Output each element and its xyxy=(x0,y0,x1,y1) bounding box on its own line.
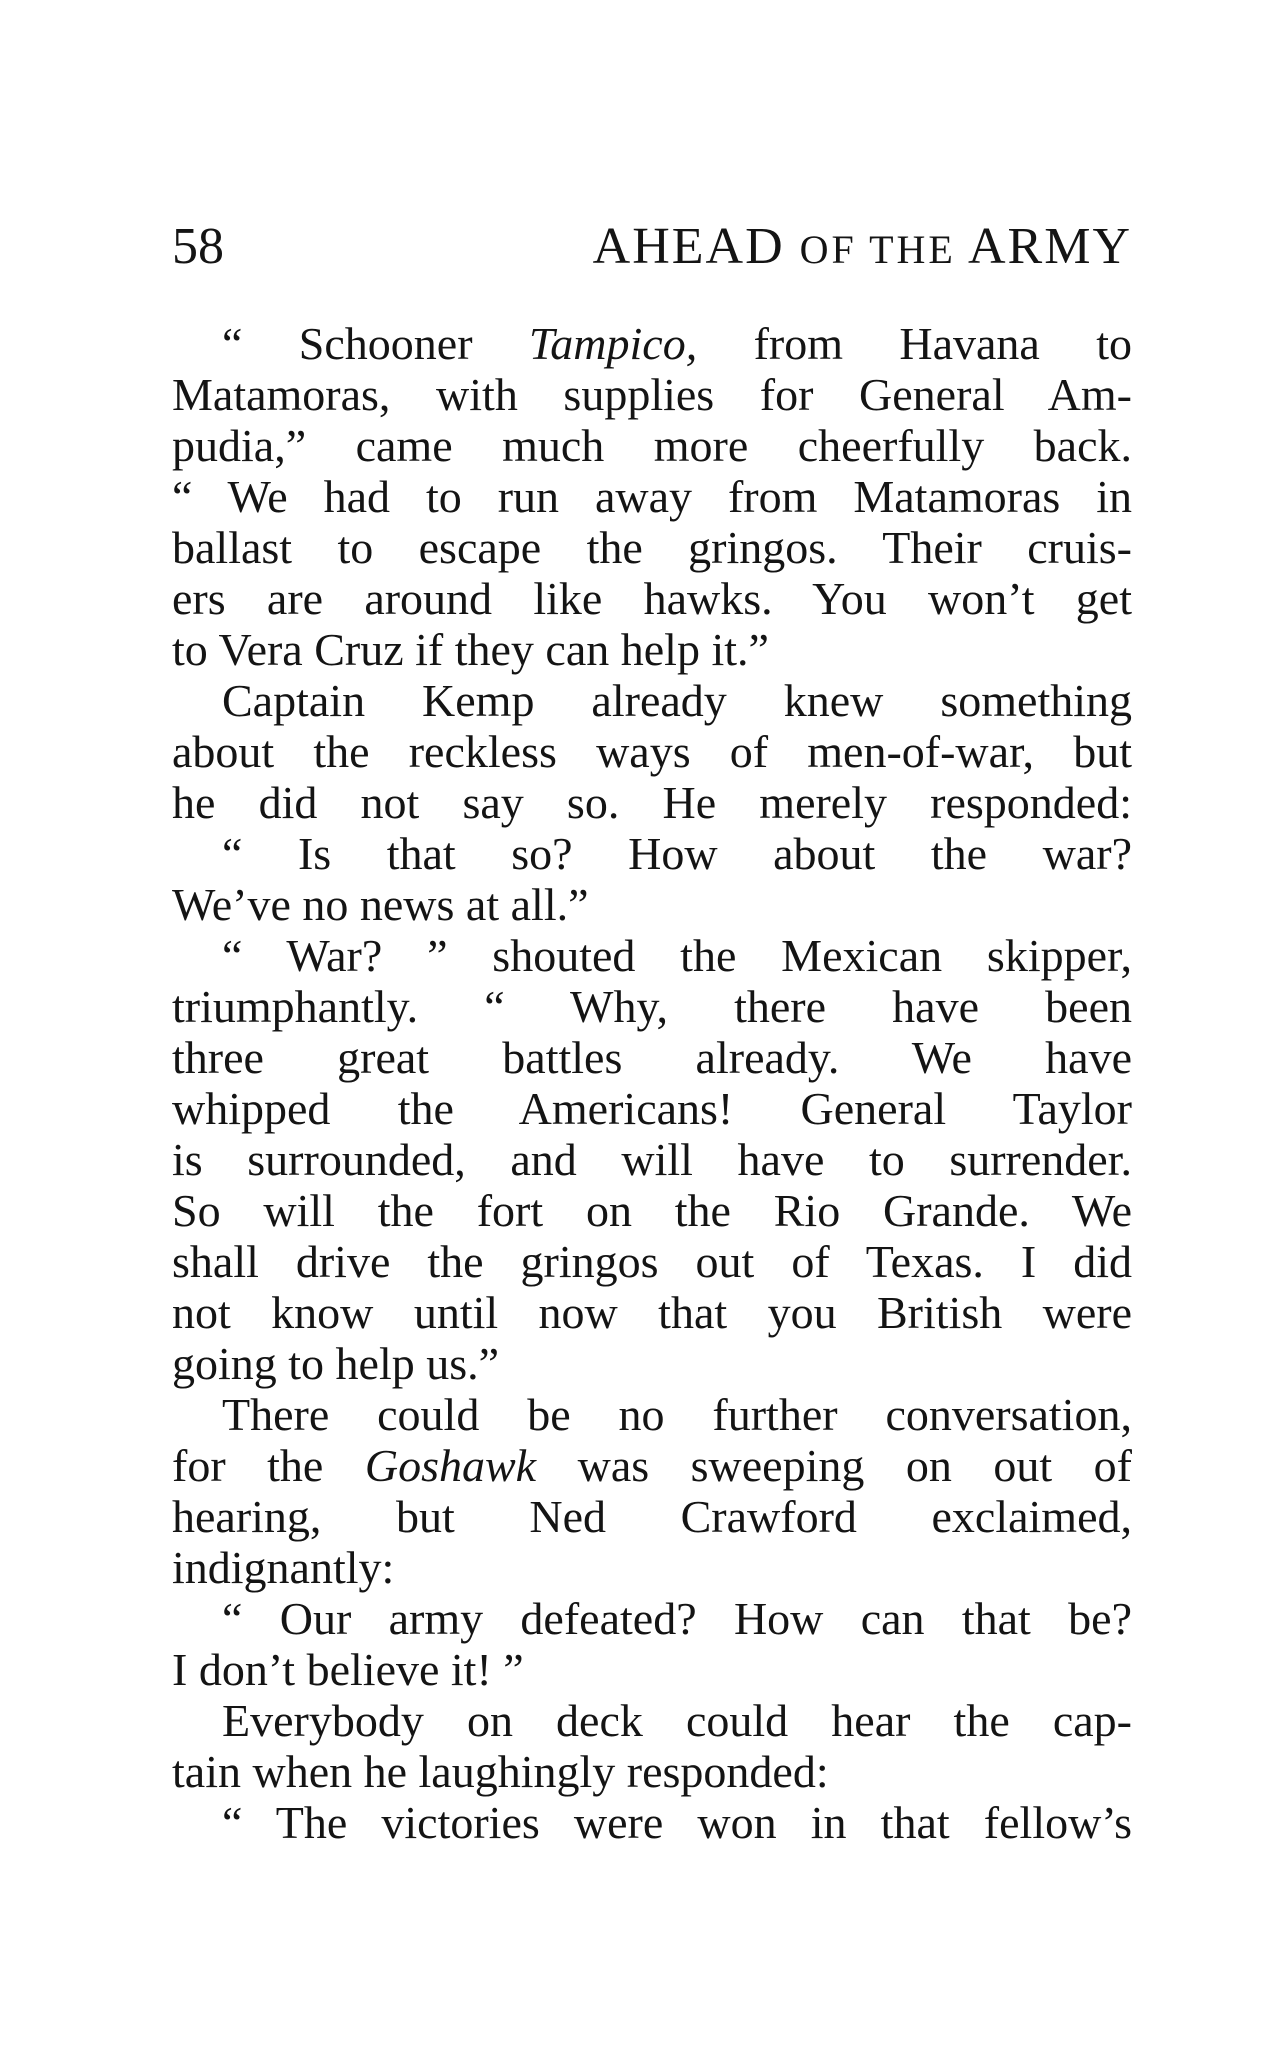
text-line: There could be no further conversation, xyxy=(222,1389,1132,1440)
text-line: triumphantly. “ Why, there have been xyxy=(172,981,1132,1032)
text-line: “ Schooner Tampico, from Havana to xyxy=(222,318,1133,369)
text-line: “ We had to run away from Matamoras in xyxy=(172,471,1132,522)
text-line: shall drive the gringos out of Texas. I did xyxy=(172,1236,1132,1287)
text-line: I don’t believe it! ” xyxy=(172,1644,524,1695)
body-text xyxy=(172,318,1132,1848)
text-line: tain when he laughingly responded: xyxy=(172,1746,829,1797)
running-head xyxy=(172,212,1132,282)
ship-name: Tampico, xyxy=(528,318,698,369)
text-line: Matamoras, with supplies for General Am- xyxy=(172,369,1132,420)
text-line: for the Goshawk was sweeping on out of xyxy=(172,1440,1132,1491)
running-title-word: ARMY xyxy=(967,218,1132,275)
running-title-word: AHEAD xyxy=(592,218,785,275)
text-line: “ Our army defeated? How can that be? xyxy=(222,1593,1132,1644)
text-line: “ Is that so? How about the war? xyxy=(222,828,1132,879)
text-line: “ The victories were won in that fellow’s xyxy=(222,1797,1132,1848)
text-line: Captain Kemp already knew something xyxy=(222,675,1132,726)
running-title-small-caps: OF THE xyxy=(799,227,956,272)
text-line: is surrounded, and will have to surrender. xyxy=(172,1134,1132,1185)
text-line: We’ve no news at all.” xyxy=(172,879,589,930)
text-line: whipped the Americans! General Taylor xyxy=(172,1083,1132,1134)
ship-name: Goshawk xyxy=(364,1440,537,1491)
text-line: three great battles already. We have xyxy=(172,1032,1132,1083)
running-title xyxy=(593,212,1132,285)
text-line: indignantly: xyxy=(172,1542,395,1593)
text-line: pudia,” came much more cheerfully back. xyxy=(172,420,1132,471)
text-line: Everybody on deck could hear the cap- xyxy=(222,1695,1132,1746)
text-line: hearing, but Ned Crawford exclaimed, xyxy=(172,1491,1132,1542)
text-line: “ War? ” shouted the Mexican skipper, xyxy=(222,930,1132,981)
text-line: about the reckless ways of men-of-war, but xyxy=(172,726,1132,777)
text-line: going to help us.” xyxy=(172,1338,500,1389)
text-line: So will the fort on the Rio Grande. We xyxy=(172,1185,1132,1236)
text-line: to Vera Cruz if they can help it.” xyxy=(172,624,769,675)
text-line: ers are around like hawks. You won’t get xyxy=(172,573,1132,624)
text-line: not know until now that you British were xyxy=(172,1287,1132,1338)
page-number: 58 xyxy=(172,218,224,275)
text-line: ballast to escape the gringos. Their cruis- xyxy=(172,522,1132,573)
text-line: he did not say so. He merely responded: xyxy=(172,777,1132,828)
